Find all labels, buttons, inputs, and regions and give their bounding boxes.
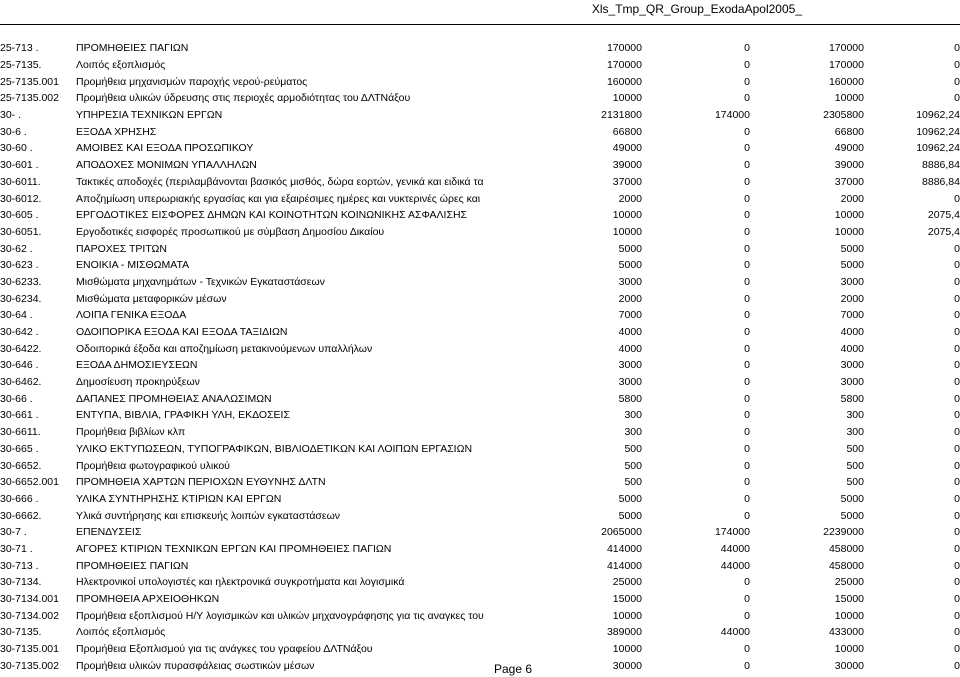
spent-amount-cell: 0 xyxy=(954,409,960,422)
spent-amount-cell: 0 xyxy=(954,609,960,622)
spent-amount-cell: 0 xyxy=(954,559,960,572)
final-amount-cell: 66800 xyxy=(834,125,864,138)
budget-amount-cell: 10000 xyxy=(612,92,642,105)
account-code-cell: 30- . xyxy=(0,109,22,122)
description-cell: ΠΡΟΜΗΘΕΙΕΣ ΠΑΓΙΩΝ xyxy=(76,42,189,55)
final-amount-cell: 15000 xyxy=(834,593,864,606)
spent-amount-cell: 0 xyxy=(954,309,960,322)
account-code-cell: 30-6234. xyxy=(0,292,42,305)
description-cell: Δημοσίευση προκηρύξεων xyxy=(76,376,200,389)
modification-amount-cell: 0 xyxy=(744,125,750,138)
budget-amount-cell: 25000 xyxy=(612,576,642,589)
spent-amount-cell: 0 xyxy=(954,42,960,55)
table-row xyxy=(0,40,960,57)
budget-amount-cell: 10000 xyxy=(612,609,642,622)
modification-amount-cell: 44000 xyxy=(720,542,750,555)
description-cell: Προμήθεια εξοπλισμού Η/Υ λογισμικών και υλικών μηχανογράφησης για τις αναγκες του xyxy=(76,609,484,622)
modification-amount-cell: 0 xyxy=(744,509,750,522)
spent-amount-cell: 8886,84 xyxy=(922,175,960,188)
description-cell: ΠΡΟΜΗΘΕΙΑ ΑΡΧΕΙΟΘΗΚΩΝ xyxy=(76,593,220,606)
spent-amount-cell: 2075,4 xyxy=(927,225,960,238)
budget-amount-cell: 5000 xyxy=(618,509,642,522)
account-code-cell: 30-601 . xyxy=(0,159,39,172)
account-code-cell: 30-7134.001 xyxy=(0,593,59,606)
description-cell: Μισθώματα μεταφορικών μέσων xyxy=(76,292,227,305)
table-row xyxy=(0,123,960,140)
modification-amount-cell: 0 xyxy=(744,492,750,505)
budget-amount-cell: 2000 xyxy=(618,292,642,305)
table-row xyxy=(0,57,960,74)
final-amount-cell: 10000 xyxy=(834,225,864,238)
spent-amount-cell: 0 xyxy=(954,442,960,455)
description-cell: ΕΡΓΟΔΟΤΙΚΕΣ ΕΙΣΦΟΡΕΣ ΔΗΜΩΝ ΚΑΙ ΚΟΙΝΟΤΗΤΩΝ ΚΟΙΝΩΝΙΚΗΣ ΑΣΦΑΛΙΣΗΣ xyxy=(76,209,468,222)
description-cell: ΕΠΕΝΔΥΣΕΙΣ xyxy=(76,526,142,539)
spent-amount-cell: 0 xyxy=(954,593,960,606)
modification-amount-cell: 0 xyxy=(744,459,750,472)
final-amount-cell: 458000 xyxy=(828,542,864,555)
budget-amount-cell: 500 xyxy=(624,476,642,489)
spent-amount-cell: 0 xyxy=(954,542,960,555)
description-cell: Αποζημίωση υπερωριακής εργασίας και για εξαιρέσιμες ημέρες και νυκτερινές ώρες και xyxy=(76,192,481,205)
spent-amount-cell: 8886,84 xyxy=(922,159,960,172)
spent-amount-cell: 0 xyxy=(954,292,960,305)
final-amount-cell: 2239000 xyxy=(823,526,864,539)
final-amount-cell: 2000 xyxy=(840,192,864,205)
budget-amount-cell: 500 xyxy=(624,442,642,455)
modification-amount-cell: 44000 xyxy=(720,559,750,572)
account-code-cell: 30-66 . xyxy=(0,392,33,405)
spent-amount-cell: 0 xyxy=(954,526,960,539)
final-amount-cell: 10000 xyxy=(834,609,864,622)
description-cell: ΟΔΟΙΠΟΡΙΚΑ ΕΞΟΔΑ ΚΑΙ ΕΞΟΔΑ ΤΑΞΙΔΙΩΝ xyxy=(76,326,288,339)
account-code-cell: 30-6011. xyxy=(0,175,41,188)
account-code-cell: 30-62 . xyxy=(0,242,33,255)
description-cell: ΕΞΟΔΑ ΧΡΗΣΗΣ xyxy=(76,125,157,138)
modification-amount-cell: 0 xyxy=(744,175,750,188)
budget-amount-cell: 49000 xyxy=(612,142,642,155)
budget-amount-cell: 300 xyxy=(624,409,642,422)
spent-amount-cell: 0 xyxy=(954,626,960,639)
modification-amount-cell: 0 xyxy=(744,242,750,255)
final-amount-cell: 49000 xyxy=(834,142,864,155)
budget-amount-cell: 5000 xyxy=(618,259,642,272)
description-cell: Λοιπός εξοπλισμός xyxy=(76,626,166,639)
final-amount-cell: 7000 xyxy=(840,309,864,322)
table-row xyxy=(0,441,960,458)
table-row xyxy=(0,140,960,157)
final-amount-cell: 5000 xyxy=(840,259,864,272)
account-code-cell: 30-6611. xyxy=(0,426,41,439)
final-amount-cell: 5000 xyxy=(840,492,864,505)
final-amount-cell: 5800 xyxy=(840,392,864,405)
modification-amount-cell: 0 xyxy=(744,593,750,606)
budget-amount-cell: 160000 xyxy=(606,75,642,88)
table-row xyxy=(0,374,960,391)
account-code-cell: 30-60 . xyxy=(0,142,33,155)
account-code-cell: 30-7134. xyxy=(0,576,42,589)
modification-amount-cell: 0 xyxy=(744,342,750,355)
account-code-cell: 30-7135. xyxy=(0,626,42,639)
description-cell: ΛΟΙΠΑ ΓΕΝΙΚΑ ΕΞΟΔΑ xyxy=(76,309,187,322)
final-amount-cell: 500 xyxy=(846,442,864,455)
spent-amount-cell: 10962,24 xyxy=(916,142,960,155)
table-row xyxy=(0,340,960,357)
account-code-cell: 30-7135.002 xyxy=(0,659,59,672)
budget-amount-cell: 37000 xyxy=(612,175,642,188)
table-row xyxy=(0,174,960,191)
final-amount-cell: 4000 xyxy=(840,326,864,339)
table-row xyxy=(0,524,960,541)
table-row xyxy=(0,607,960,624)
modification-amount-cell: 0 xyxy=(744,476,750,489)
account-code-cell: 30-605 . xyxy=(0,209,39,222)
account-code-cell: 30-6233. xyxy=(0,275,42,288)
account-code-cell: 30-642 . xyxy=(0,326,39,339)
budget-amount-cell: 414000 xyxy=(606,559,642,572)
modification-amount-cell: 0 xyxy=(744,209,750,222)
modification-amount-cell: 0 xyxy=(744,309,750,322)
budget-amount-cell: 2000 xyxy=(618,192,642,205)
description-cell: Προμήθεια φωτογραφικού υλικού xyxy=(76,459,230,472)
modification-amount-cell: 0 xyxy=(744,659,750,672)
description-cell: Προμήθεια Εξοπλισμού για τις ανάγκες του γραφείου ΔΛΤΝάξου xyxy=(76,643,373,656)
spent-amount-cell: 0 xyxy=(954,342,960,355)
spent-amount-cell: 0 xyxy=(954,643,960,656)
final-amount-cell: 500 xyxy=(846,476,864,489)
budget-amount-cell: 170000 xyxy=(606,42,642,55)
table-row xyxy=(0,641,960,658)
header-divider xyxy=(0,24,960,25)
table-row xyxy=(0,390,960,407)
budget-amount-cell: 39000 xyxy=(612,159,642,172)
modification-amount-cell: 0 xyxy=(744,643,750,656)
account-code-cell: 30-6652.001 xyxy=(0,476,59,489)
modification-amount-cell: 0 xyxy=(744,359,750,372)
account-code-cell: 30-64 . xyxy=(0,309,33,322)
budget-amount-cell: 500 xyxy=(624,459,642,472)
document-title xyxy=(0,2,960,18)
modification-amount-cell: 0 xyxy=(744,576,750,589)
final-amount-cell: 2000 xyxy=(840,292,864,305)
description-cell: Τακτικές αποδοχές (περιλαμβάνονται βασικός μισθός, δώρα εορτών, γενικά και ειδικά τα xyxy=(76,175,484,188)
budget-amount-cell: 3000 xyxy=(618,376,642,389)
modification-amount-cell: 0 xyxy=(744,92,750,105)
spent-amount-cell: 0 xyxy=(954,492,960,505)
spent-amount-cell: 0 xyxy=(954,392,960,405)
budget-amount-cell: 3000 xyxy=(618,359,642,372)
budget-amount-cell: 15000 xyxy=(612,593,642,606)
budget-amount-cell: 300 xyxy=(624,426,642,439)
budget-amount-cell: 10000 xyxy=(612,225,642,238)
description-cell: ΑΠΟΔΟΧΕΣ ΜΟΝΙΜΩΝ ΥΠΑΛΛΗΛΩΝ xyxy=(76,159,257,172)
modification-amount-cell: 174000 xyxy=(714,526,750,539)
account-code-cell: 30-646 . xyxy=(0,359,39,372)
description-cell: Προμήθεια υλικών πυρασφάλειας σωστικών μέσων xyxy=(76,659,315,672)
account-code-cell: 25-713 . xyxy=(0,42,39,55)
final-amount-cell: 37000 xyxy=(834,175,864,188)
table-row xyxy=(0,541,960,558)
modification-amount-cell: 0 xyxy=(744,59,750,72)
page-number: Page 6 xyxy=(493,662,533,676)
spent-amount-cell: 0 xyxy=(954,376,960,389)
description-cell: Εργοδοτικές εισφορές προσωπικού με σύμβαση Δημοσίου Δικαίου xyxy=(76,225,385,238)
modification-amount-cell: 0 xyxy=(744,259,750,272)
account-code-cell: 30-661 . xyxy=(0,409,39,422)
final-amount-cell: 4000 xyxy=(840,342,864,355)
account-code-cell: 30-6422. xyxy=(0,342,42,355)
final-amount-cell: 160000 xyxy=(828,75,864,88)
modification-amount-cell: 0 xyxy=(744,142,750,155)
spent-amount-cell: 0 xyxy=(954,275,960,288)
table-row xyxy=(0,73,960,90)
final-amount-cell: 433000 xyxy=(828,626,864,639)
account-code-cell: 30-6462. xyxy=(0,376,42,389)
account-code-cell: 30-6652. xyxy=(0,459,42,472)
final-amount-cell: 39000 xyxy=(834,159,864,172)
final-amount-cell: 10000 xyxy=(834,92,864,105)
budget-amount-cell: 4000 xyxy=(618,342,642,355)
modification-amount-cell: 0 xyxy=(744,392,750,405)
table-row xyxy=(0,207,960,224)
description-cell: ΠΡΟΜΗΘΕΙΕΣ ΠΑΓΙΩΝ xyxy=(76,559,189,572)
spent-amount-cell: 2075,4 xyxy=(927,209,960,222)
table-row xyxy=(0,591,960,608)
table-row xyxy=(0,491,960,508)
table-row xyxy=(0,507,960,524)
final-amount-cell: 25000 xyxy=(834,576,864,589)
account-code-cell: 25-7135.002 xyxy=(0,92,59,105)
spent-amount-cell: 0 xyxy=(954,459,960,472)
description-cell: ΥΛΙΚΟ ΕΚΤΥΠΩΣΕΩΝ, ΤΥΠΟΓΡΑΦΙΚΩΝ, ΒΙΒΛΙΟΔΕΤΙΚΩΝ ΚΑΙ ΛΟΙΠΩΝ ΕΡΓΑΣΙΩΝ xyxy=(76,442,473,455)
table-row xyxy=(0,307,960,324)
spent-amount-cell: 0 xyxy=(954,242,960,255)
budget-amount-cell: 389000 xyxy=(606,626,642,639)
spent-amount-cell: 0 xyxy=(954,509,960,522)
description-cell: Υλικά συντήρησης και επισκευής λοιπών εγκαταστάσεων xyxy=(76,509,341,522)
final-amount-cell: 5000 xyxy=(840,242,864,255)
modification-amount-cell: 0 xyxy=(744,292,750,305)
description-cell: Προμήθεια βιβλίων κλπ xyxy=(76,426,186,439)
budget-amount-cell: 5000 xyxy=(618,492,642,505)
budget-table-body xyxy=(0,40,960,674)
modification-amount-cell: 174000 xyxy=(714,109,750,122)
spent-amount-cell: 0 xyxy=(954,192,960,205)
description-cell: ΑΓΟΡΕΣ ΚΤΙΡΙΩΝ ΤΕΧΝΙΚΩΝ ΕΡΓΩΝ ΚΑΙ ΠΡΟΜΗΘΕΙΕΣ ΠΑΓΙΩΝ xyxy=(76,542,392,555)
final-amount-cell: 300 xyxy=(846,426,864,439)
description-cell: ΕΝΟΙΚΙΑ - ΜΙΣΘΩΜΑΤΑ xyxy=(76,259,190,272)
budget-amount-cell: 10000 xyxy=(612,209,642,222)
spent-amount-cell: 0 xyxy=(954,92,960,105)
modification-amount-cell: 0 xyxy=(744,326,750,339)
table-row xyxy=(0,457,960,474)
account-code-cell: 30-713 . xyxy=(0,559,39,572)
table-row xyxy=(0,257,960,274)
table-row xyxy=(0,90,960,107)
description-cell: ΔΑΠΑΝΕΣ ΠΡΟΜΗΘΕΙΑΣ ΑΝΑΛΩΣΙΜΩΝ xyxy=(76,392,272,405)
budget-amount-cell: 2065000 xyxy=(601,526,642,539)
table-row xyxy=(0,474,960,491)
description-cell: ΕΝΤΥΠΑ, ΒΙΒΛΙΑ, ΓΡΑΦΙΚΗ ΥΛΗ, ΕΚΔΟΣΕΙΣ xyxy=(76,409,290,422)
budget-amount-cell: 30000 xyxy=(612,659,642,672)
table-row xyxy=(0,357,960,374)
modification-amount-cell: 0 xyxy=(744,376,750,389)
account-code-cell: 30-7 . xyxy=(0,526,27,539)
modification-amount-cell: 0 xyxy=(744,192,750,205)
budget-amount-cell: 5000 xyxy=(618,242,642,255)
account-code-cell: 30-6051. xyxy=(0,225,42,238)
spent-amount-cell: 10962,24 xyxy=(916,109,960,122)
account-code-cell: 25-7135. xyxy=(0,59,42,72)
account-code-cell: 25-7135.001 xyxy=(0,75,59,88)
budget-amount-cell: 2131800 xyxy=(601,109,642,122)
final-amount-cell: 30000 xyxy=(834,659,864,672)
modification-amount-cell: 0 xyxy=(744,426,750,439)
spent-amount-cell: 0 xyxy=(954,426,960,439)
account-code-cell: 30-623 . xyxy=(0,259,39,272)
spent-amount-cell: 10962,24 xyxy=(916,125,960,138)
final-amount-cell: 10000 xyxy=(834,643,864,656)
modification-amount-cell: 0 xyxy=(744,75,750,88)
description-cell: Προμήθεια μηχανισμών παροχής νερού-ρεύματος xyxy=(76,75,308,88)
spent-amount-cell: 0 xyxy=(954,59,960,72)
modification-amount-cell: 0 xyxy=(744,42,750,55)
description-cell: Ηλεκτρονικοί υπολογιστές και ηλεκτρονικά συγκροτήματα και λογισμικά xyxy=(76,576,405,589)
description-cell: Προμήθεια υλικών ύδρευσης στις περιοχές αρμοδιότητας του ΔΛΤΝάξου xyxy=(76,92,411,105)
table-row xyxy=(0,407,960,424)
account-code-cell: 30-665 . xyxy=(0,442,39,455)
final-amount-cell: 458000 xyxy=(828,559,864,572)
table-row xyxy=(0,274,960,291)
spent-amount-cell: 0 xyxy=(954,476,960,489)
budget-table xyxy=(0,40,960,674)
description-cell: ΑΜΟΙΒΕΣ ΚΑΙ ΕΞΟΔΑ ΠΡΟΣΩΠΙΚΟΥ xyxy=(76,142,254,155)
table-row xyxy=(0,157,960,174)
modification-amount-cell: 0 xyxy=(744,159,750,172)
spent-amount-cell: 0 xyxy=(954,659,960,672)
modification-amount-cell: 0 xyxy=(744,225,750,238)
table-row xyxy=(0,574,960,591)
modification-amount-cell: 0 xyxy=(744,442,750,455)
account-code-cell: 30-6662. xyxy=(0,509,42,522)
final-amount-cell: 300 xyxy=(846,409,864,422)
final-amount-cell: 5000 xyxy=(840,509,864,522)
account-code-cell: 30-6 . xyxy=(0,125,27,138)
budget-amount-cell: 170000 xyxy=(606,59,642,72)
modification-amount-cell: 0 xyxy=(744,275,750,288)
modification-amount-cell: 0 xyxy=(744,609,750,622)
budget-amount-cell: 7000 xyxy=(618,309,642,322)
final-amount-cell: 170000 xyxy=(828,59,864,72)
modification-amount-cell: 44000 xyxy=(720,626,750,639)
account-code-cell: 30-7135.001 xyxy=(0,643,59,656)
spent-amount-cell: 0 xyxy=(954,576,960,589)
budget-amount-cell: 10000 xyxy=(612,643,642,656)
description-cell: ΕΞΟΔΑ ΔΗΜΟΣΙΕΥΣΕΩΝ xyxy=(76,359,198,372)
description-cell: ΠΡΟΜΗΘΕΙΑ ΧΑΡΤΩΝ ΠΕΡΙΟΧΩΝ ΕΥΘΥΝΗΣ ΔΛΤΝ xyxy=(76,476,326,489)
description-cell: ΥΠΗΡΕΣΙΑ ΤΕΧΝΙΚΩΝ ΕΡΓΩΝ xyxy=(76,109,223,122)
final-amount-cell: 3000 xyxy=(840,359,864,372)
table-row xyxy=(0,290,960,307)
final-amount-cell: 3000 xyxy=(840,376,864,389)
budget-amount-cell: 414000 xyxy=(606,542,642,555)
account-code-cell: 30-6012. xyxy=(0,192,42,205)
spent-amount-cell: 0 xyxy=(954,259,960,272)
final-amount-cell: 170000 xyxy=(828,42,864,55)
spent-amount-cell: 0 xyxy=(954,359,960,372)
description-cell: Λοιπός εξοπλισμός xyxy=(76,59,166,72)
account-code-cell: 30-7134.002 xyxy=(0,609,59,622)
spent-amount-cell: 0 xyxy=(954,326,960,339)
table-row xyxy=(0,424,960,441)
final-amount-cell: 10000 xyxy=(834,209,864,222)
account-code-cell: 30-71 . xyxy=(0,542,33,555)
modification-amount-cell: 0 xyxy=(744,409,750,422)
table-row xyxy=(0,557,960,574)
budget-amount-cell: 5800 xyxy=(618,392,642,405)
table-row xyxy=(0,224,960,241)
table-row xyxy=(0,240,960,257)
description-cell: Οδοιπορικά έξοδα και αποζημίωση μετακινούμενων υπαλλήλων xyxy=(76,342,373,355)
table-row xyxy=(0,324,960,341)
final-amount-cell: 500 xyxy=(846,459,864,472)
final-amount-cell: 2305800 xyxy=(823,109,864,122)
budget-amount-cell: 3000 xyxy=(618,275,642,288)
spent-amount-cell: 0 xyxy=(954,75,960,88)
description-cell: ΠΑΡΟΧΕΣ ΤΡΙΤΩΝ xyxy=(76,242,167,255)
description-cell: ΥΛΙΚΑ ΣΥΝΤΗΡΗΣΗΣ ΚΤΙΡΙΩΝ ΚΑΙ ΕΡΓΩΝ xyxy=(76,492,282,505)
table-row xyxy=(0,107,960,124)
description-cell: Μισθώματα μηχανημάτων - Τεχνικών Εγκαταστάσεων xyxy=(76,275,325,288)
budget-amount-cell: 4000 xyxy=(618,326,642,339)
table-row xyxy=(0,190,960,207)
final-amount-cell: 3000 xyxy=(840,275,864,288)
document-title-text: Xls_Tmp_QR_Group_ExodaApol2005_ xyxy=(591,2,802,16)
account-code-cell: 30-666 . xyxy=(0,492,39,505)
budget-amount-cell: 66800 xyxy=(612,125,642,138)
table-row xyxy=(0,624,960,641)
